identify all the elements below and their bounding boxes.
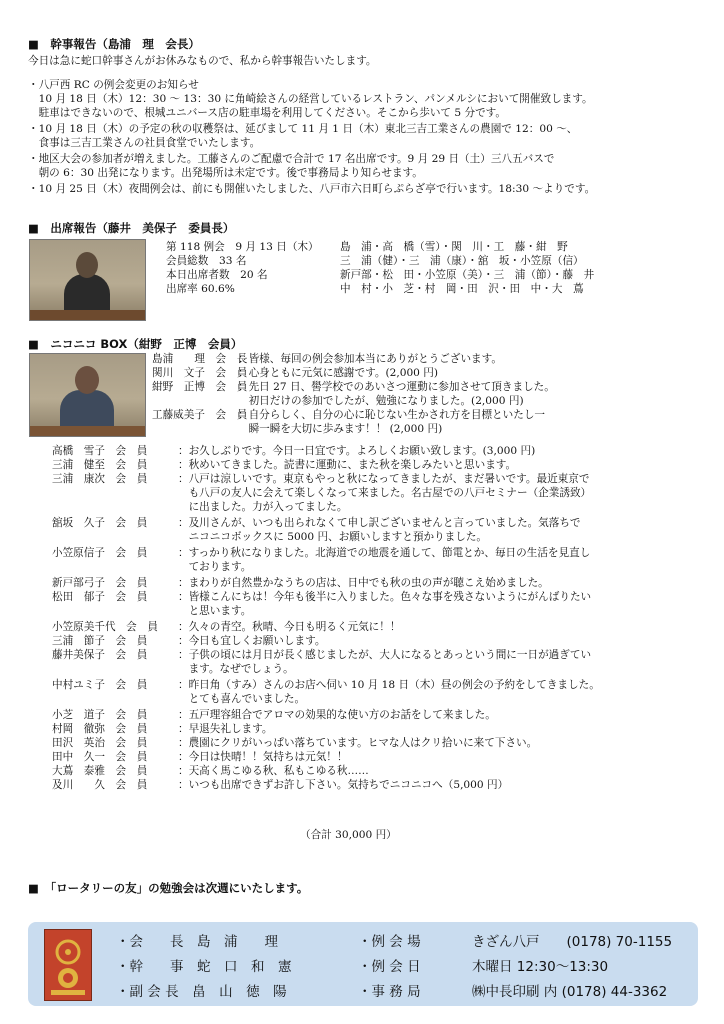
attendee-line: 中 村・小 芝・村 岡・田 沢・田 中・大 蔦 xyxy=(340,283,584,295)
meeting-day-value: 木曜日 12:30～13:30 xyxy=(472,959,609,975)
report-line: 食事は三吉工業さんの社員食堂でいたします。 xyxy=(28,137,261,149)
attendee-line: 新戸部・松 田・小笠原（美）・三 浦（節）・藤 井 xyxy=(340,269,595,281)
member-comment: ております。 xyxy=(178,561,252,573)
niconico-total: （合計 30,000 円） xyxy=(300,829,397,841)
list-item xyxy=(52,576,600,590)
member-name: 三浦 康次 会 員 xyxy=(52,473,148,485)
list-item xyxy=(52,444,600,458)
attendance-speaker-photo xyxy=(29,239,146,321)
member-comment: ：農園にクリがいっぱい落ちています。ヒマな人はクリ拾いに来て下さい。 xyxy=(178,737,538,749)
report-line: ・地区大会の参加者が増えました。工藤さんのご配慮で合計で 17 名出席です。9 月 29 日（土）三八五バスで xyxy=(28,153,555,165)
meeting-number: 第 118 例会 9 月 13 日（木） xyxy=(166,241,319,253)
member-name: 高橋 雪子 会 員 xyxy=(52,445,148,457)
list-item xyxy=(52,530,600,544)
member-name: 藤井美保子 会 員 xyxy=(52,649,148,661)
list-item xyxy=(52,634,600,648)
member-total: 会員総数 33 名 xyxy=(166,255,247,267)
list-item xyxy=(52,500,600,514)
list-item xyxy=(52,722,600,736)
member-comment: ：先日 27 日、嚳学校でのあいさつ運動に参加させて頂きました。 xyxy=(238,381,555,393)
member-comment: ：まわりが自然豊かなうちの店は、日中でも秋の虫の声が聴こえ始めました。 xyxy=(178,577,549,589)
member-name: 島浦 理 会 長 xyxy=(152,353,248,365)
member-comment: ：皆様、毎回の例会参加本当にありがとうございます。 xyxy=(238,353,502,365)
list-item xyxy=(52,692,600,706)
member-comment: ：自分らしく、自分の心に恥じない生かされ方を目標といたし一 xyxy=(238,409,546,421)
secretary-intro: 今日は急に蛇口幹事さんがお休みなもので、私から幹事報告いたします。 xyxy=(28,55,377,67)
member-comment: ：秋めいてきました。読書に運動に、また秋を楽しみたいと思います。 xyxy=(178,459,517,471)
member-name: 関川 文子 会 員 xyxy=(152,367,248,379)
list-item xyxy=(52,560,600,574)
attendance-rate: 出席率 60.6% xyxy=(166,283,235,295)
report-line: ・10 月 18 日（木）の予定の秋の収穫祭は、延びまして 11 月 1 日（木）東北三吉工業さんの農園で 12：00 ～、 xyxy=(28,123,578,135)
member-name: 田中 久一 会 員 xyxy=(52,751,148,763)
list-item xyxy=(52,764,600,778)
list-item xyxy=(52,648,600,662)
report-line: ・10 月 25 日（木）夜間例会は、前にも開催いたしました、八戸市六日町らぷらざ亭で行います。18:30 ～よりです。 xyxy=(28,183,596,195)
president-info: ・会 長 島 浦 理 xyxy=(116,934,278,950)
member-comment: に出ました。力が入ってました。 xyxy=(178,501,348,513)
member-comment: ：八戸は涼しいです。東京もやっと秋になってきましたが、まだ暑いです。最近東京で xyxy=(178,473,590,485)
report-line: 朝の 6：30 出発になります。出発場所は未定です。後で事務局より知らせます。 xyxy=(28,167,423,179)
list-item xyxy=(52,590,600,604)
list-item xyxy=(152,380,555,394)
member-comment: ：久々の青空。秋晴、今日も明るく元気に！！ xyxy=(178,621,401,633)
list-item xyxy=(152,408,555,422)
meeting-place-label: ・例 会 場 xyxy=(358,934,421,950)
member-comment: ：早退失礼します。 xyxy=(178,723,273,735)
member-comment: ：お久しぶりです。今日一日宜です。よろしくお願い致します。(3,000 円) xyxy=(178,445,536,457)
list-item xyxy=(152,422,555,436)
report-line: 10 月 18 日（木）12：30 ～ 13：30 に角崎絵さんの経営しているレストラン、パンメルシにおいて開催致します。 xyxy=(28,93,593,105)
member-comment: 初日だけの参加でしたが、勉強になりました。(2,000 円) xyxy=(238,395,524,407)
member-name: 田沢 英治 会 員 xyxy=(52,737,148,749)
member-name: 小笠原信子 会 員 xyxy=(52,547,148,559)
meeting-day-label: ・例 会 日 xyxy=(358,959,421,975)
section-title-secretary-report: ■ 幹事報告（島浦 理 会長） xyxy=(28,37,200,51)
section-title-attendance-report: ■ 出席報告（藤井 美保子 委員長） xyxy=(28,221,235,235)
member-comment: ：子供の頃には月日が長く感じましたが、大人になるとあっという間に一日が過ぎてい xyxy=(178,649,592,661)
member-name: 小芝 道子 会 員 xyxy=(52,709,148,721)
rotary-wheel-icon xyxy=(45,930,91,1000)
attendee-line: 島 浦・高 橋（雪）・関 川・工 藤・紺 野 xyxy=(340,241,568,253)
member-comment: ：皆様こんにちは！今年も後半に入りました。色々な事を残さないようにがんばりたい xyxy=(178,591,592,603)
office-label: ・事 務 局 xyxy=(358,984,421,1000)
list-item xyxy=(52,486,600,500)
member-comment: とても喜んでいました。 xyxy=(178,693,306,705)
list-item xyxy=(52,778,600,792)
list-item xyxy=(52,662,600,676)
list-item xyxy=(152,366,555,380)
club-logo xyxy=(44,929,92,1001)
member-comment: と思います。 xyxy=(178,605,252,617)
attendance-stats xyxy=(166,240,319,296)
member-comment: も八戸の友人に会えて楽しくなって来ました。名古屋での八戸セミナー（企業誘致） xyxy=(178,487,592,499)
member-name: 大蔦 泰雅 会 員 xyxy=(52,765,148,777)
section-title-niconico-box: ■ ニコニコ BOX（紺野 正博 会員） xyxy=(28,337,243,351)
report-line: ・八戸西 RC の例会変更のお知らせ xyxy=(28,79,199,91)
club-info-footer xyxy=(28,922,698,1006)
list-item xyxy=(52,620,600,634)
meeting-place-value: きざん八戸 (0178) 70-1155 xyxy=(472,934,673,950)
office-value: ㈱中長印刷 内 (0178) 44-3362 xyxy=(472,984,668,1000)
member-name: 工藤威美子 会 員 xyxy=(152,409,248,421)
member-comment: ：今日も宜しくお願いします。 xyxy=(178,635,326,647)
member-name: 舘坂 久子 会 員 xyxy=(52,517,148,529)
attendee-count: 本日出席者数 20 名 xyxy=(166,269,268,281)
list-item xyxy=(52,678,600,692)
member-name: 及川 久 会 員 xyxy=(52,779,148,791)
member-comment: ニコニコボックスに 5000 円、お願いしますと預かりました。 xyxy=(178,531,488,543)
list-item xyxy=(52,458,600,472)
member-name: 松田 郁子 会 員 xyxy=(52,591,148,603)
list-item xyxy=(52,472,600,486)
member-comment: ：心身ともに元気に感謝です。(2,000 円) xyxy=(238,367,439,379)
list-item xyxy=(52,750,600,764)
secretary-report-body xyxy=(28,78,595,196)
niconico-entries xyxy=(52,444,600,792)
list-item xyxy=(52,708,600,722)
list-item xyxy=(52,736,600,750)
member-comment: ：天高く馬こゆる秋、私もこゆる秋…… xyxy=(178,765,369,777)
attendee-line: 三 浦（健）・三 浦（康）・舘 坂・小笠原（信） xyxy=(340,255,584,267)
vice-president-info: ・副 会 長 畠 山 徳 陽 xyxy=(116,984,287,1000)
section-title-study-notice: ■ 「ロータリーの友」の勉強会は次週にいたします。 xyxy=(28,881,309,895)
member-name: 小笠原美千代 会 員 xyxy=(52,621,158,633)
secretary-info: ・幹 事 蛇 口 和 憲 xyxy=(116,959,292,975)
member-comment: ：今日は快晴！！気持ちは元気！！ xyxy=(178,751,348,763)
list-item xyxy=(152,394,555,408)
member-name: 中村ユミ子 会 員 xyxy=(52,679,148,691)
member-comment: ：いつも出席できずお許し下さい。気持ちでニコニコへ（5,000 円） xyxy=(178,779,509,791)
member-name: 三浦 節子 会 員 xyxy=(52,635,148,647)
member-comment: ：すっかり秋になりました。北海道での地震を通して、節電とか、毎日の生活を見直し xyxy=(178,547,591,559)
member-name: 新戸部弓子 会 員 xyxy=(52,577,148,589)
member-comment: ：昨日角（すみ）さんのお店へ伺い 10 月 18 日（木）昼の例会の予約をしてきました。 xyxy=(178,679,600,691)
niconico-top-entries xyxy=(152,352,555,436)
member-name: 紺野 正博 会 員 xyxy=(152,381,248,393)
niconico-speaker-photo xyxy=(29,353,146,437)
list-item xyxy=(52,604,600,618)
attendee-names xyxy=(340,240,594,296)
member-comment: ます。なぜでしょう。 xyxy=(178,663,294,675)
list-item xyxy=(152,352,555,366)
member-comment: 瞬一瞬を大切に歩みます！！ (2,000 円) xyxy=(238,423,443,435)
member-comment: ：及川さんが、いつも出られなくて申し訳ございませんと言っていました。気落ちで xyxy=(178,517,581,529)
member-name: 村岡 徹弥 会 員 xyxy=(52,723,148,735)
member-name: 三浦 健至 会 員 xyxy=(52,459,148,471)
report-line: 駐車はできないので、根城ユニバース店の駐車場を利用してください。そこから歩いて 5 分です。 xyxy=(28,107,507,119)
list-item xyxy=(52,516,600,530)
member-comment: ：五戸理容組合でアロマの効果的な使い方のお話をして来ました。 xyxy=(178,709,496,721)
list-item xyxy=(52,546,600,560)
